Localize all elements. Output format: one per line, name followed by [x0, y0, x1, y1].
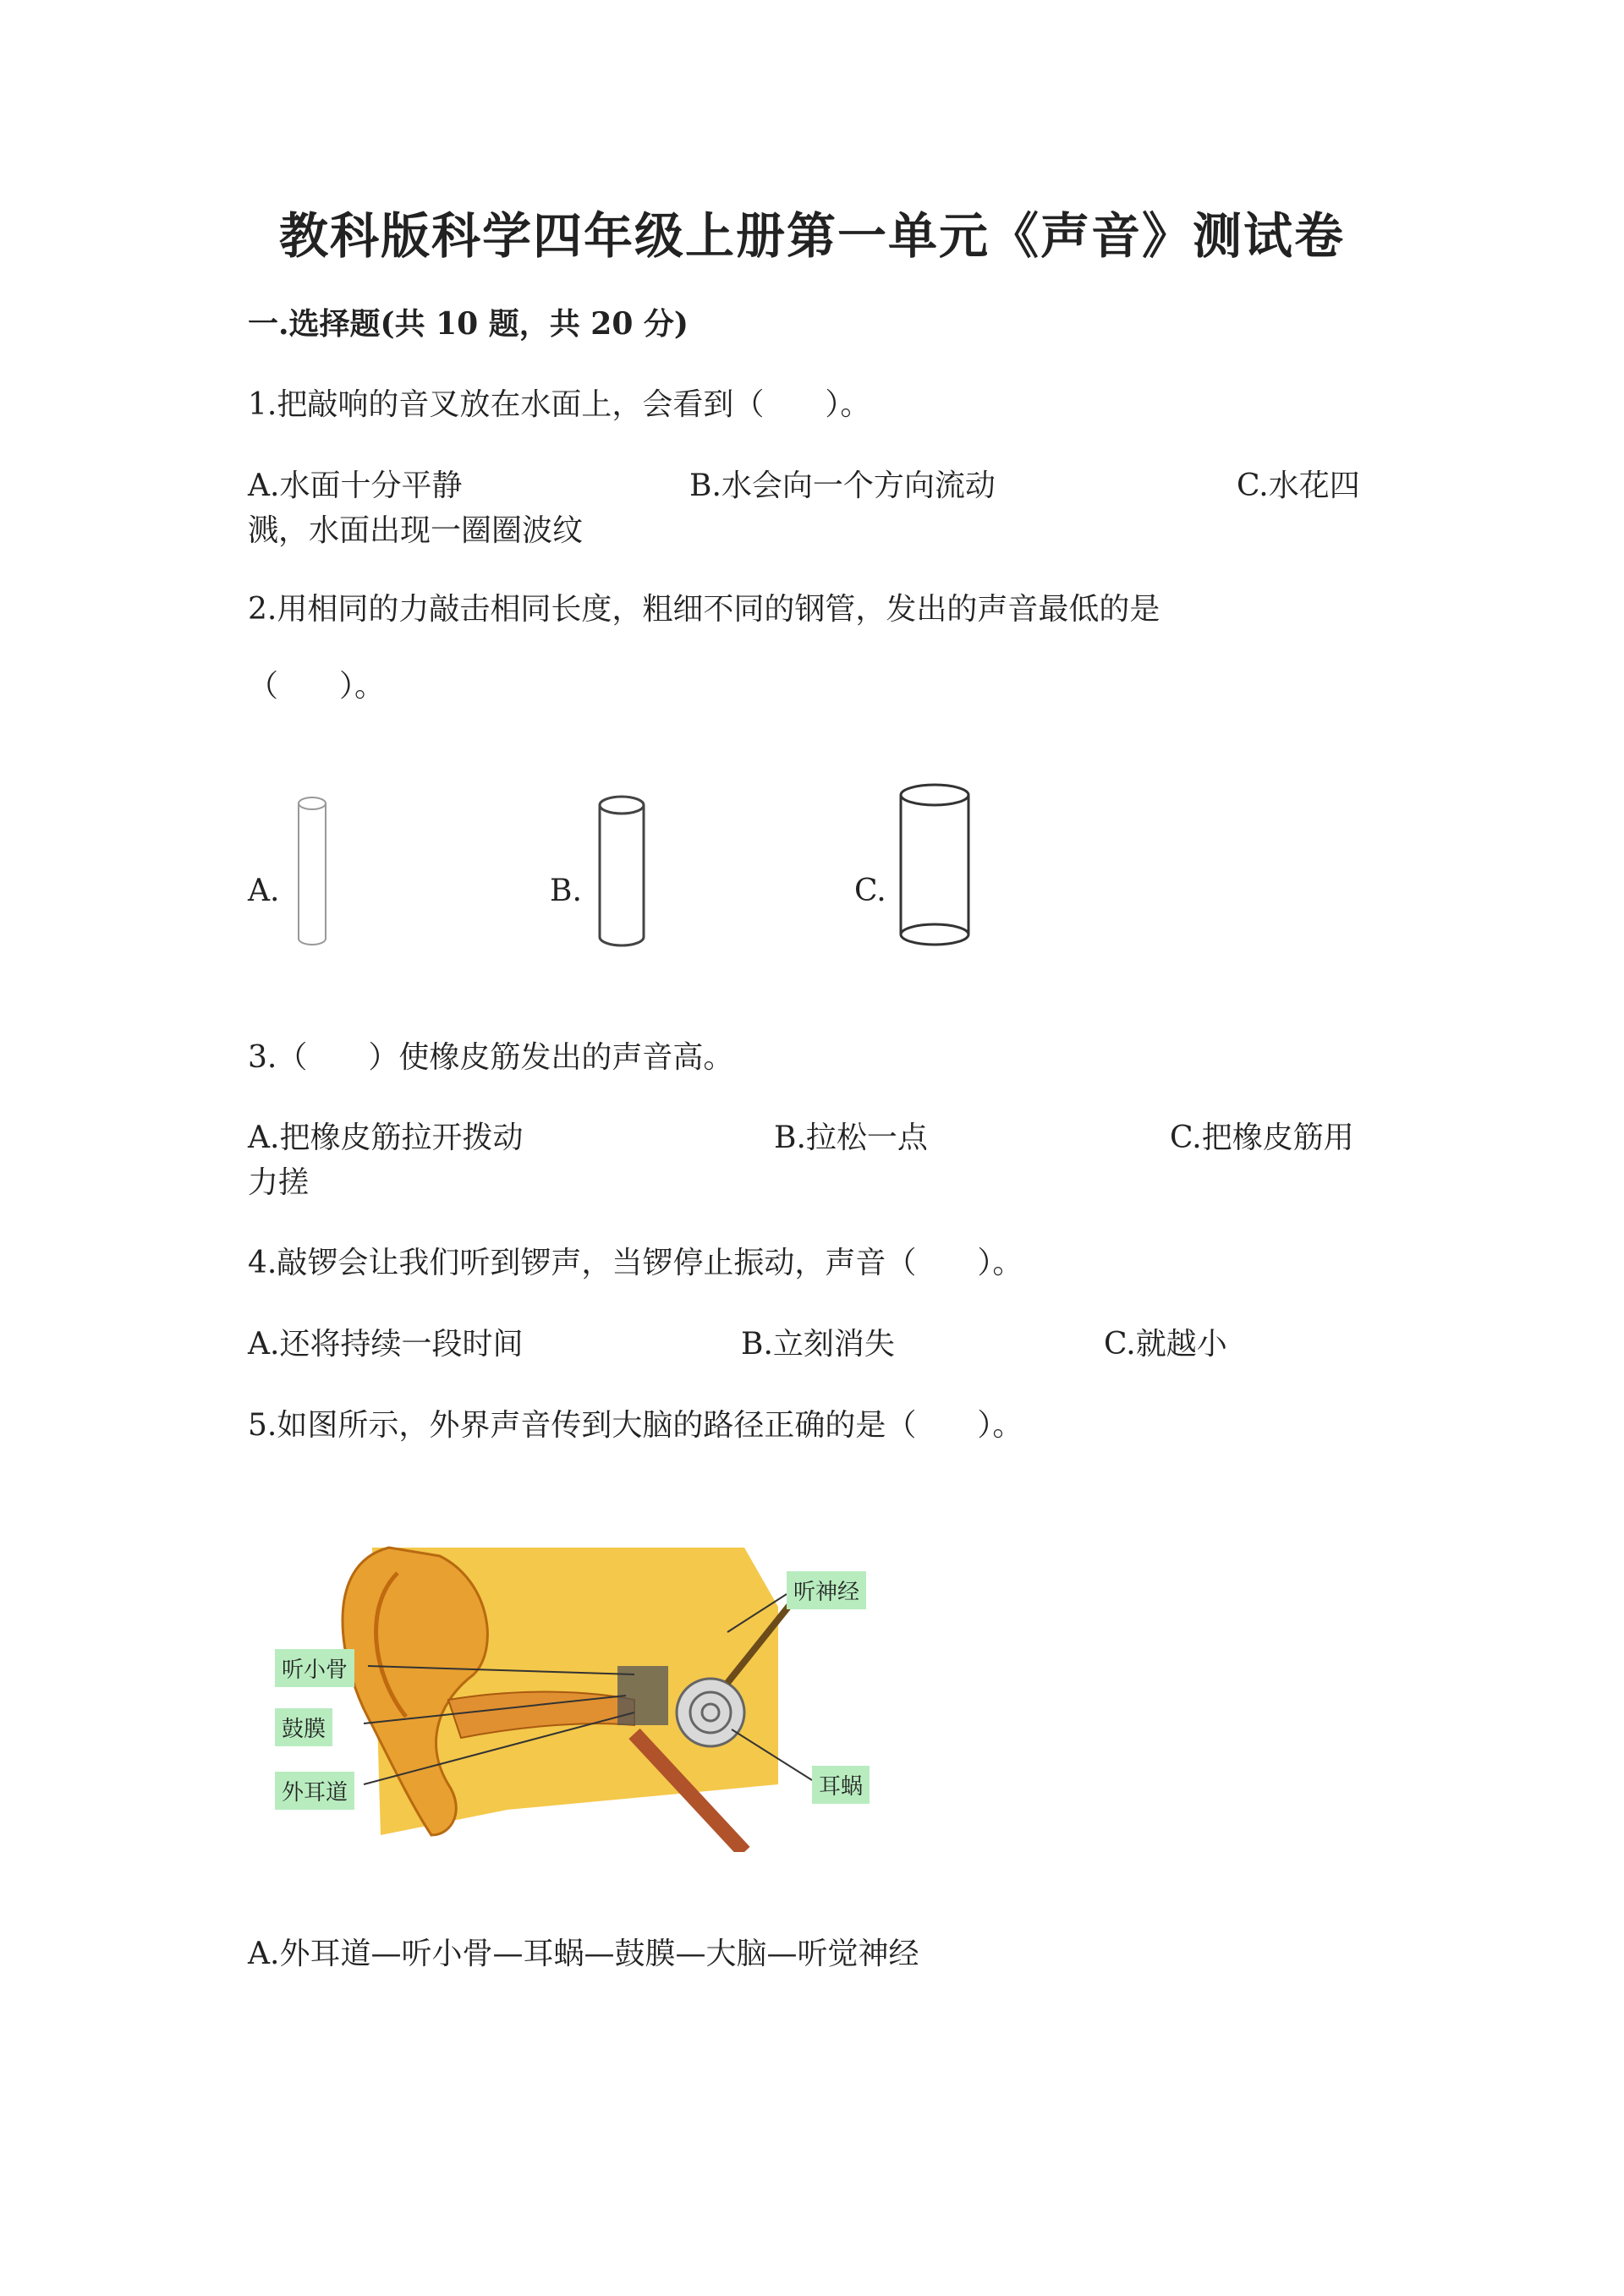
- label-auditory-nerve: 听神经: [787, 1571, 866, 1609]
- label-cochlea: 耳蜗: [812, 1766, 870, 1804]
- q3-option-c: C.把橡皮筋用: [1170, 1121, 1354, 1155]
- question-3-stem: 3.（ ）使橡皮筋发出的声音高。: [248, 1040, 734, 1075]
- q5-option-a: A.外耳道—听小骨—耳蜗—鼓膜—大脑—听觉神经: [248, 1937, 919, 1971]
- question-1-stem: 1.把敲响的音叉放在水面上，会看到（ ）。: [248, 387, 871, 422]
- page-title: 教科版科学四年级上册第一单元《声音》测试卷: [278, 207, 1345, 265]
- label-ossicles: 听小骨: [275, 1649, 354, 1687]
- question-2-stem: 2.用相同的力敲击相同长度，粗细不同的钢管，发出的声音最低的是: [248, 592, 1160, 627]
- thin-tube-image: [288, 786, 338, 956]
- q1-option-b: B.水会向一个方向流动: [689, 469, 996, 503]
- q1-option-a: A.水面十分平静: [248, 469, 463, 503]
- q2-option-c: C.: [854, 874, 886, 908]
- q4-option-b: B.立刻消失: [741, 1327, 895, 1362]
- q1-option-c: C.水花四: [1237, 469, 1360, 503]
- question-2-stem-continued: （ ）。: [248, 669, 386, 704]
- q3-option-a: A.把橡皮筋拉开拨动: [248, 1121, 524, 1155]
- thick-tube-image: [892, 778, 977, 956]
- ear-anatomy-figure: [271, 1531, 914, 1852]
- q2-option-a: A.: [248, 874, 280, 908]
- question-4-stem: 4.敲锣会让我们听到锣声，当锣停止振动，声音（ ）。: [248, 1246, 1023, 1280]
- q4-option-c: C.就越小: [1104, 1327, 1227, 1362]
- q3-option-b: B.拉松一点: [774, 1121, 928, 1155]
- q4-option-a: A.还将持续一段时间: [248, 1327, 524, 1362]
- section-heading: 一.选择题(共 10 题，共 20 分): [248, 306, 689, 342]
- q1-option-c-continued: 溅，水面出现一圈圈波纹: [248, 513, 584, 548]
- medium-tube-image: [592, 786, 651, 956]
- q3-option-c-continued: 力搓: [248, 1165, 310, 1200]
- label-ear-canal: 外耳道: [275, 1772, 354, 1810]
- question-5-stem: 5.如图所示，外界声音传到大脑的路径正确的是（ ）。: [248, 1408, 1023, 1443]
- label-eardrum: 鼓膜: [275, 1708, 332, 1746]
- q2-option-b: B.: [550, 874, 582, 908]
